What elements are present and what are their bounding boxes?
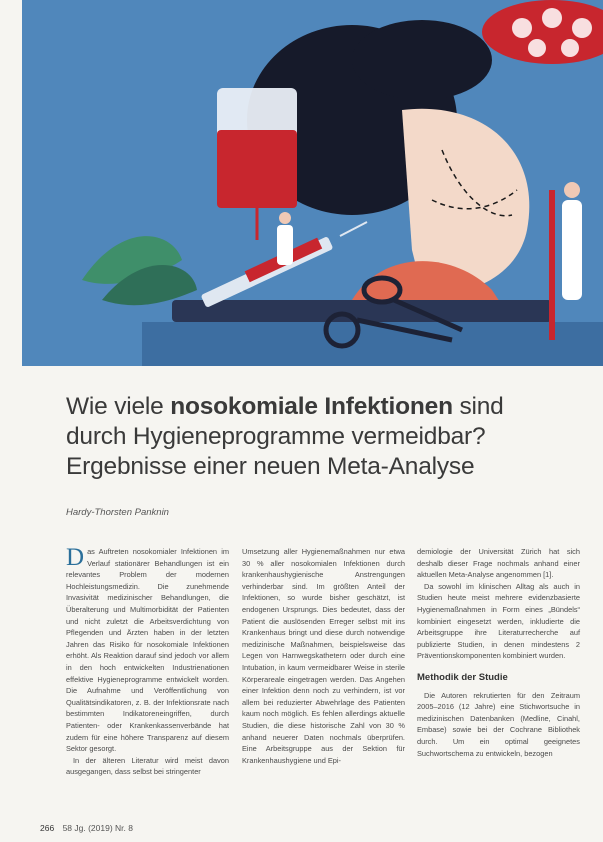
paragraph: Umsetzung aller Hygienemaßnahmen nur etwa 30 % aller nosokomialen Infektionen durch krankenhaushygienische Anstrengungen verhinderbar sind. Im größten Anteil der Infektionen, so wurde bisher geschätzt, ist endogenen Ursprungs. Dies bedeutet, dass der Patient die auslösenden Erreger selbst mit ins Krankenhaus bringt und diese durch notwendige medizinische Maßnahmen, beispielsweise das Legen von Harnwegskathetern oder durch eine Intubation, in kaum vermeidbarer Weise in sterile Körperareale eingetragen werden. Das Angehen einer Infektion denn noch zu verhindern, ist vor allem bei reduzierter Abwehrlage des Patienten kaum noch möglich. Es fehlen allerdings aktuelle Studien, die diese historische Zahl von 30 % anhand neuerer Daten nochmals überprüfen. Eine Arbeitsgruppe aus der Sektion für Krankenhaushygiene und Epi- xyxy=(242,547,405,765)
paragraph: Da sowohl im klinischen Alltag als auch in Studien heute meist mehrere evidenzbasierte Hygienemaßnahmen in Form eines „Bündels“ kombiniert eingesetzt werden, inkludierte die Arbeitsgruppe ihre Literaturrecherche auf publizierte Studien, in denen mindestens 2 Präventionskomponenten kombiniert wurden. xyxy=(417,581,580,661)
page-footer xyxy=(40,823,133,833)
page-number: 266 xyxy=(40,823,55,833)
title-line1-start: Wie viele xyxy=(66,393,171,420)
title-line3: Ergebnisse einer neuen Meta-Analyse xyxy=(66,453,475,480)
paragraph-text: as Auftreten nosokomialer Infektionen im Verlauf stationärer Behandlungen ist ein relevantes Problem der modernen Hochleistungsmedizin. Die zunehmende Invasivität medizinischer Behandlungen, die Überalterung und Multimorbidität der Patienten und nicht zuletzt die Arbeitsverdichtung von Pflegenden und Ärzten haben in der letzten Jahren das Risiko für nosokomiale Infektionen erhöht. Als Reaktion darauf sind jedoch vor allem in den hoch entwickelten Industrienationen effektive Hygieneprogramme entwickelt worden. Die Aufnahme und Veröffentlichung von Qualitätsindikatoren, z. B. der Infektionsrate nach bestimmten Indikatoreneingriffen, durch Patienten- oder Krankenkassenverbände hat zudem für eine höhere Transparenz auf diesem Sektor gesorgt. xyxy=(66,547,229,754)
title-emphasis: nosokomiale Infektionen xyxy=(170,393,453,420)
doctor-figure-left xyxy=(277,212,293,265)
paragraph: In der älteren Literatur wird meist davon ausgegangen, dass selbst bei stringenter xyxy=(66,755,229,777)
title-line1-end: sind xyxy=(452,393,504,420)
dropcap: D xyxy=(66,544,85,571)
article-title xyxy=(66,392,586,482)
paragraph: Die Autoren rekrutierten für den Zeitraum 2005–2016 (12 Jahre) eine Stichwortsuche in medizinischen Datenbanken (Medline, Cinahl, Embase) sowie bei der Cochrane Bibliothek durch. Um ein optimal geeignetes Suchwortschema zu entwickeln, bezogen xyxy=(417,690,580,758)
title-line2: durch Hygieneprogramme vermeidbar? xyxy=(66,423,486,450)
paragraph xyxy=(66,546,229,755)
text-column-2 xyxy=(242,546,405,766)
text-column-1 xyxy=(66,546,229,778)
paragraph: demiologie der Universität Zürich hat sich deshalb dieser Frage nochmals anhand einer aktuellen Meta-Analyse angenommen [1]. xyxy=(417,547,580,580)
author-name: Hardy-Thorsten Panknin xyxy=(66,507,169,518)
journal-reference: 58 Jg. (2019) Nr. 8 xyxy=(62,823,133,833)
section-heading: Methodik der Studie xyxy=(417,671,508,683)
hero-illustration xyxy=(22,0,603,366)
text-column-3 xyxy=(417,546,580,759)
